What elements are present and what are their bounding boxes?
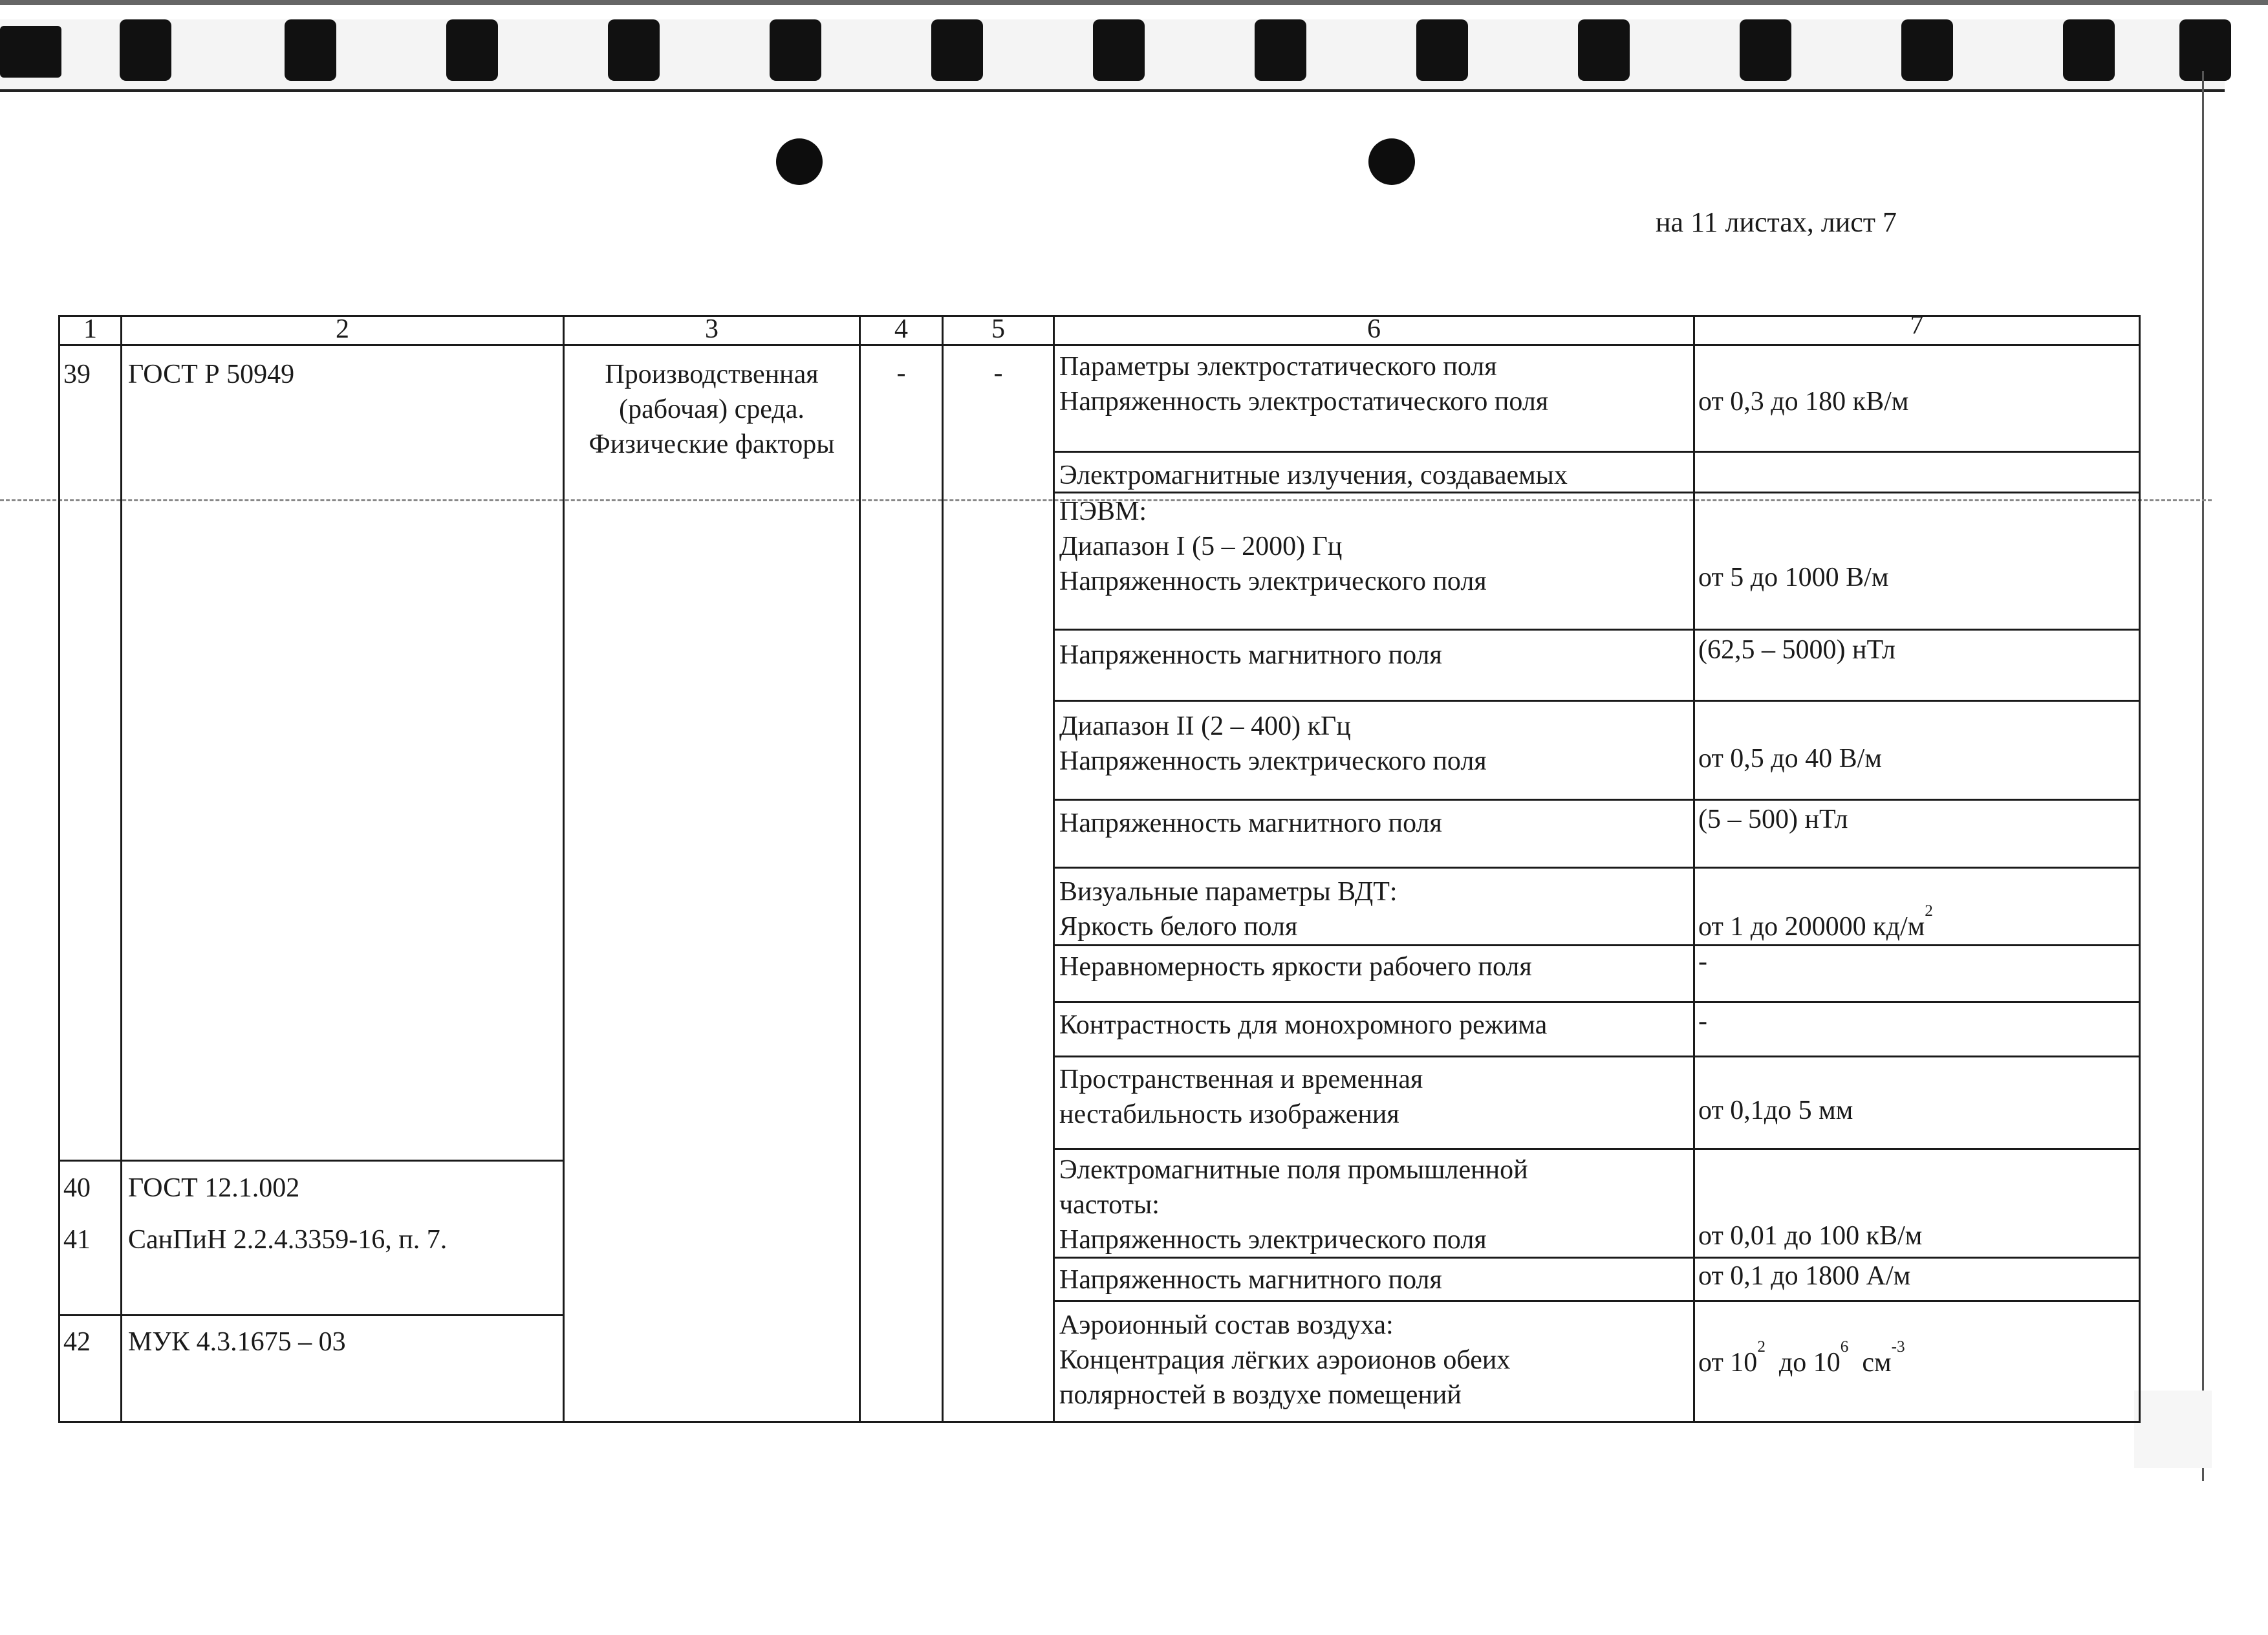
range-6	[1698, 902, 1933, 944]
col-header-4: 4	[894, 314, 908, 344]
param-border-5	[1053, 799, 2141, 801]
param-7: Неравномерность яркости рабочего поля	[1059, 952, 1532, 982]
param-10a: Электромагнитные поля промышленной	[1059, 1155, 1528, 1185]
table-bottom-border	[58, 1421, 2141, 1423]
param-2a: Электромагнитные излучения, создаваемых	[1059, 460, 1568, 490]
col-header-3: 3	[705, 314, 718, 344]
col-border-4	[942, 315, 944, 1423]
row-number-42: 42	[63, 1327, 91, 1357]
range-3: (62,5 – 5000) нТл	[1698, 635, 1895, 665]
range-7: -	[1698, 947, 1707, 977]
param-3: Напряженность магнитного поля	[1059, 640, 1442, 670]
method-doc-40: ГОСТ 12.1.002	[128, 1173, 300, 1203]
param-6a: Визуальные параметры ВДТ:	[1059, 877, 1398, 907]
param-2d: Напряженность электрического поля	[1059, 567, 1487, 596]
param-9a: Пространственная и временная	[1059, 1065, 1423, 1094]
object-line-1: Производственная	[605, 360, 819, 389]
param-5: Напряженность магнитного поля	[1059, 808, 1442, 838]
method-doc-41: СанПиН 2.2.4.3359-16, п. 7.	[128, 1225, 448, 1255]
param-12a: Аэроионный состав воздуха:	[1059, 1310, 1394, 1340]
bleed-through-shadow	[2134, 1391, 2212, 1468]
col-header-7: 7	[1910, 310, 1924, 340]
page-edge	[2202, 71, 2204, 1481]
param-border-8	[1053, 1001, 2141, 1003]
object-line-3: Физические факторы	[589, 429, 835, 459]
param-border-10	[1053, 1148, 2141, 1150]
param-10b: частоты:	[1059, 1190, 1160, 1220]
range-12-c: см	[1848, 1348, 1892, 1378]
accreditation-table	[58, 304, 2141, 1423]
param-11: Напряженность магнитного поля	[1059, 1265, 1442, 1295]
col-header-6: 6	[1367, 314, 1381, 344]
param-1a: Параметры электростатического поля	[1059, 352, 1497, 382]
range-12-c-exponent: -3	[1891, 1337, 1905, 1356]
param-12c: полярностей в воздухе помещений	[1059, 1380, 1462, 1410]
range-1: от 0,3 до 180 кВ/м	[1698, 387, 1909, 417]
range-10: от 0,01 до 100 кВ/м	[1698, 1221, 1923, 1251]
range-12-b: до 10	[1765, 1348, 1841, 1378]
range-6-main: от 1 до 200000 кд/м	[1698, 912, 1925, 942]
range-4: от 0,5 до 40 В/м	[1698, 744, 1882, 774]
col-border-1	[120, 315, 122, 1423]
range-2: от 5 до 1000 В/м	[1698, 563, 1889, 592]
param-2c: Диапазон I (5 – 2000) Гц	[1059, 532, 1343, 561]
object-line-2: (рабочая) среда.	[619, 395, 805, 424]
range-12-a-exponent: 2	[1757, 1337, 1766, 1356]
param-border-7	[1053, 944, 2141, 946]
row-number-41: 41	[63, 1225, 91, 1255]
range-9: от 0,1до 5 мм	[1698, 1096, 1853, 1125]
col-header-1: 1	[83, 314, 97, 344]
param-4a: Диапазон II (2 – 400) кГц	[1059, 711, 1351, 741]
param-6b: Яркость белого поля	[1059, 912, 1298, 942]
param-4b: Напряженность электрического поля	[1059, 746, 1487, 776]
col-border-2	[563, 315, 565, 1423]
param-border-6	[1053, 867, 2141, 869]
param-border-12	[1053, 1300, 2141, 1302]
punch-hole-left	[776, 138, 823, 185]
col-header-2: 2	[336, 314, 349, 344]
col-border-3	[859, 315, 861, 1423]
row-border-39-40	[58, 1160, 563, 1162]
range-5: (5 – 500) нТл	[1698, 805, 1848, 834]
param-2b: ПЭВМ:	[1059, 497, 1147, 526]
param-1b: Напряженность электростатического поля	[1059, 387, 1549, 417]
param-border-4	[1053, 700, 2141, 702]
col-header-5: 5	[991, 314, 1005, 344]
range-12-a: от 10	[1698, 1348, 1758, 1378]
col-border-0	[58, 315, 60, 1423]
row-number-39: 39	[63, 360, 91, 389]
param-border-3	[1053, 629, 2141, 631]
range-12	[1698, 1337, 1905, 1380]
method-doc-42: МУК 4.3.1675 – 03	[128, 1327, 346, 1357]
spiral-binding-icon	[0, 0, 2268, 91]
param-10c: Напряженность электрического поля	[1059, 1225, 1487, 1255]
range-11: от 0,1 до 1800 А/м	[1698, 1261, 1911, 1291]
param-border-9	[1053, 1056, 2141, 1057]
param-9b: нестабильность изображения	[1059, 1099, 1399, 1129]
param-border-1	[1053, 451, 2141, 453]
range-12-b-exponent: 6	[1840, 1337, 1849, 1356]
range-8: -	[1698, 1006, 1707, 1036]
col5-dash: -	[993, 358, 1003, 388]
range-6-exponent: 2	[1925, 902, 1933, 920]
row-border-41-42	[58, 1314, 563, 1316]
row-number-40: 40	[63, 1173, 91, 1203]
sheet-note: на 11 листах, лист 7	[1656, 206, 1897, 238]
punch-hole-right	[1368, 138, 1415, 185]
param-8: Контрастность для монохромного режима	[1059, 1010, 1548, 1040]
method-doc-39: ГОСТ Р 50949	[128, 360, 295, 389]
param-12b: Концентрация лёгких аэроионов обеих	[1059, 1345, 1511, 1375]
col4-dash: -	[896, 358, 906, 388]
